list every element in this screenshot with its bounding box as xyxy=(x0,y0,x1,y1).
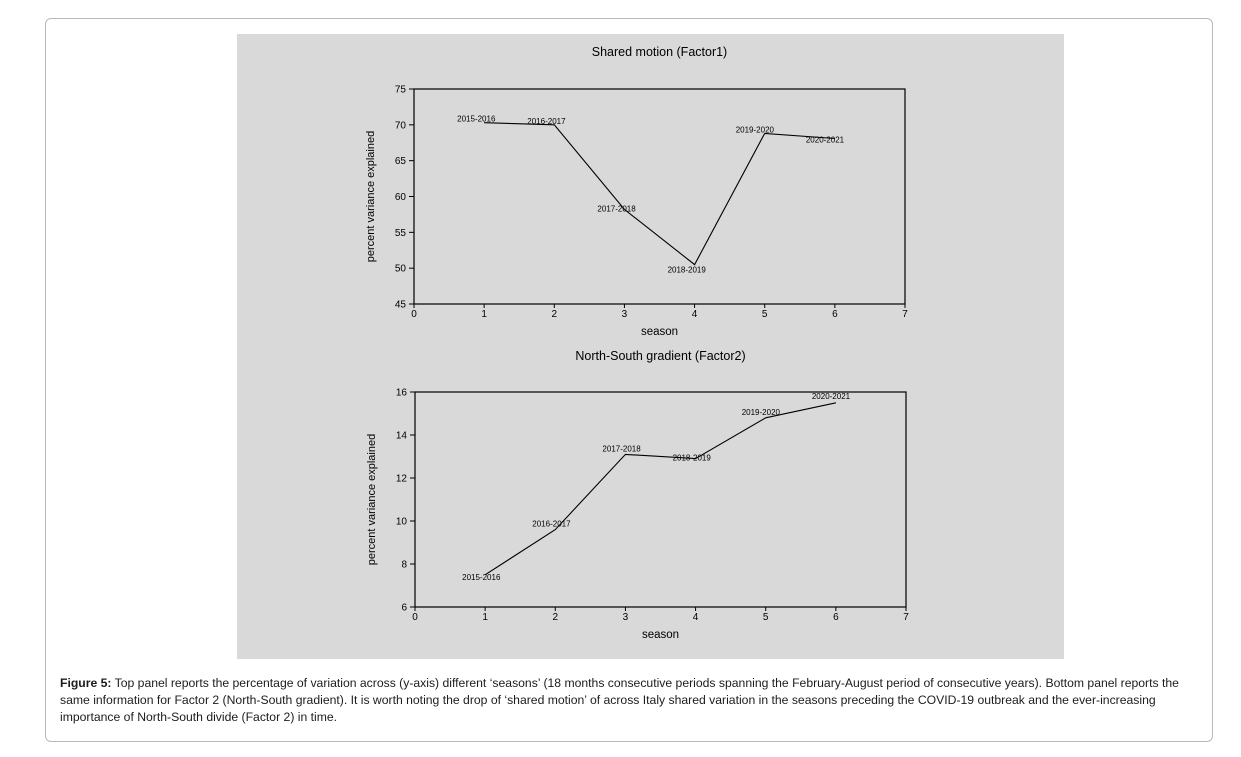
p1-point-label: 2016-2017 xyxy=(527,116,566,126)
figure-svg xyxy=(237,34,1064,659)
p2-x-tick-label: 1 xyxy=(482,612,488,623)
p1-title: Shared motion (Factor1) xyxy=(591,45,728,59)
p2-y-tick-label: 6 xyxy=(401,602,407,614)
p1-y-tick-label: 50 xyxy=(394,263,406,275)
p1-series-line xyxy=(484,123,835,265)
p1-x-axis-label: season xyxy=(640,326,679,338)
caption-text: Top panel reports the percentage of variation across (y-axis) different ‘seasons’ (18 months consecutive periods spanning the February-August period of consecutive years). Bottom panel reports the same information for Factor 2 (North-South gradient). It is worth noting the drop of ‘shared motion’ of across Italy shared variation in the seasons preceding the COVID-19 outbreak and the ever-increasing importance of North-South divide (Factor 2) in time. xyxy=(60,676,1179,724)
p1-y-tick-label: 75 xyxy=(394,84,406,96)
p1-point-label: 2020-2021 xyxy=(805,135,845,145)
p2-x-axis-label: season xyxy=(641,629,680,641)
p1-y-tick-label: 70 xyxy=(394,120,406,132)
p2-x-tick-label: 5 xyxy=(762,612,769,623)
p1-x-tick-label: 6 xyxy=(832,309,838,320)
p2-x-tick-label: 0 xyxy=(412,612,418,623)
p2-y-tick-label: 10 xyxy=(395,516,407,528)
p2-y-tick-label: 16 xyxy=(395,387,407,399)
p2-x-tick-label: 7 xyxy=(903,612,909,623)
p1-point-label: 2018-2019 xyxy=(667,265,706,275)
p2-point-label: 2019-2020 xyxy=(741,407,780,417)
p1-point-label: 2015-2016 xyxy=(457,114,496,124)
p1-x-tick-label: 4 xyxy=(691,309,698,320)
p1-x-tick-label: 0 xyxy=(411,309,417,320)
p1-point-label: 2019-2020 xyxy=(735,125,774,135)
p2-y-tick-label: 12 xyxy=(395,473,407,485)
p1-x-tick-label: 1 xyxy=(481,309,487,320)
p1-y-tick-label: 55 xyxy=(394,227,406,239)
p1-x-tick-label: 5 xyxy=(761,309,768,320)
p2-title: North-South gradient (Factor2) xyxy=(575,349,746,363)
p1-y-tick-label: 60 xyxy=(394,192,406,203)
p1-point-label: 2017-2018 xyxy=(597,204,636,214)
p1-y-tick-label: 65 xyxy=(394,156,406,168)
p2-point-label: 2015-2016 xyxy=(462,572,501,582)
p1-x-tick-label: 7 xyxy=(902,309,908,320)
p2-x-tick-label: 6 xyxy=(833,612,839,623)
p2-y-tick-label: 8 xyxy=(401,559,407,571)
figure-panel xyxy=(237,34,1064,659)
p1-x-tick-label: 2 xyxy=(551,309,558,320)
p2-point-label: 2020-2021 xyxy=(811,391,851,401)
p1-y-axis-label: percent variance explained xyxy=(365,130,377,263)
p2-x-tick-label: 4 xyxy=(692,612,699,623)
p2-point-label: 2018-2019 xyxy=(672,453,711,463)
p2-point-label: 2017-2018 xyxy=(602,444,641,454)
p1-x-tick-label: 3 xyxy=(621,309,628,320)
p2-series-line xyxy=(485,403,836,575)
p2-y-tick-label: 14 xyxy=(395,430,407,442)
p2-x-tick-label: 2 xyxy=(552,612,559,623)
figure-caption xyxy=(60,675,1197,726)
p2-x-tick-label: 3 xyxy=(622,612,629,623)
caption-label: Figure 5: xyxy=(60,676,112,690)
p1-y-tick-label: 45 xyxy=(394,299,406,311)
p2-y-axis-label: percent variance explained xyxy=(366,433,378,566)
p2-point-label: 2016-2017 xyxy=(532,519,571,529)
